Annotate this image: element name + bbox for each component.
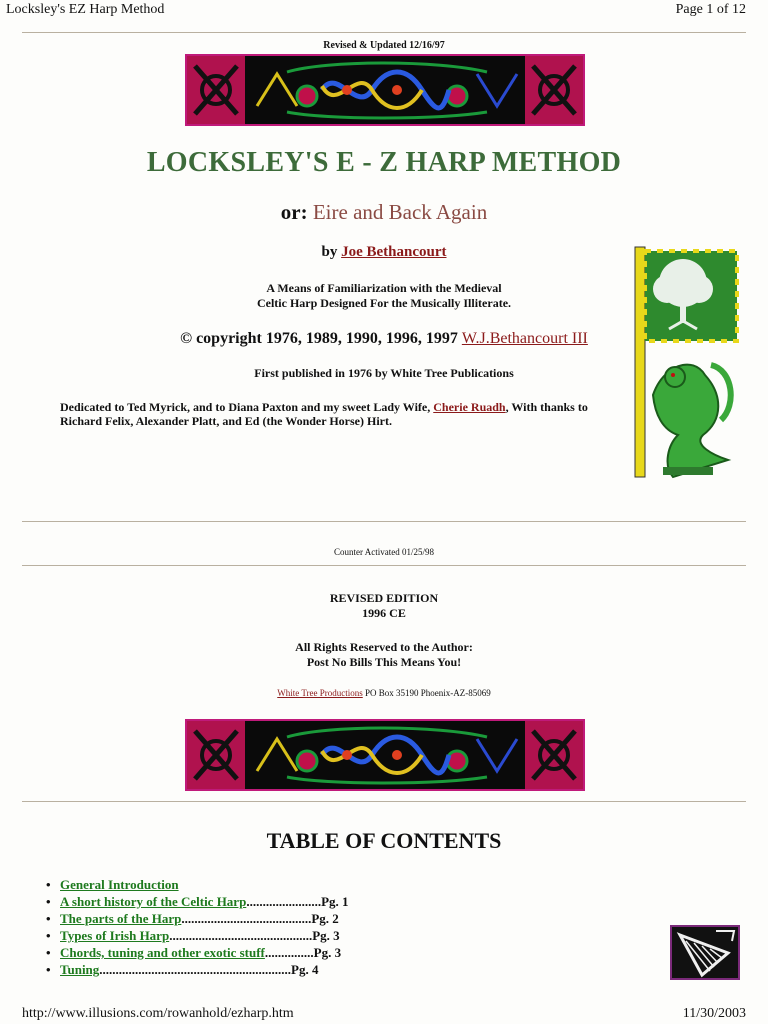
toc-page: ........................................Pg. 2 <box>181 911 339 926</box>
edition-line: 1996 CE <box>362 606 406 620</box>
toc-item <box>44 876 349 893</box>
toc-page: .......................Pg. 1 <box>246 894 349 909</box>
subtitle <box>0 200 768 225</box>
dedication-text: Dedicated to Ted Myrick, and to Diana Paxton and my sweet Lady Wife, <box>60 400 431 414</box>
byline-prefix: by <box>321 244 338 260</box>
toc-page: ...........................................................Pg. 4 <box>99 962 319 977</box>
counter-text: Counter Activated 01/25/98 <box>334 547 434 557</box>
harp-icon <box>670 925 740 980</box>
copyright-author-link[interactable]: W.J.Bethancourt III <box>461 330 588 347</box>
divider <box>22 32 746 33</box>
toc-list <box>44 876 349 978</box>
toc-item <box>44 893 349 910</box>
toc-link-history[interactable]: A short history of the Celtic Harp <box>60 894 247 909</box>
dedication <box>60 400 640 428</box>
print-header <box>0 0 768 22</box>
edition-line: REVISED EDITION <box>329 591 439 605</box>
author-link[interactable]: Joe Bethancourt <box>341 244 447 260</box>
page-title-block <box>0 147 768 179</box>
toc-item <box>44 961 349 978</box>
address-text: PO Box 35190 Phoenix-AZ-85069 <box>365 688 491 698</box>
edition <box>0 591 768 621</box>
first-published: First published in 1976 by White Tree Publications <box>254 366 514 380</box>
toc-item <box>44 944 349 961</box>
white-tree-link[interactable]: White Tree Productions <box>277 688 363 698</box>
toc-page: ............................................Pg. 3 <box>169 928 340 943</box>
banner-flag-tree-lion <box>633 245 739 487</box>
toc-item <box>44 927 349 944</box>
divider <box>22 521 746 522</box>
footer-url: http://www.illusions.com/rowanhold/ezharp.htm <box>22 1006 294 1021</box>
description-line: A Means of Familiarization with the Medieval <box>266 281 502 295</box>
divider <box>22 565 746 566</box>
toc-page: ...............Pg. 3 <box>264 945 342 960</box>
description-line: Celtic Harp Designed For the Musically Illiterate. <box>256 296 512 310</box>
rights-line: All Rights Reserved to the Author: <box>295 640 473 654</box>
toc-item <box>44 910 349 927</box>
cherie-ruadh-link[interactable]: Cherie Ruadh <box>433 400 506 414</box>
toc-link-types[interactable]: Types of Irish Harp <box>60 928 170 943</box>
rights-line: Post No Bills This Means You! <box>306 655 462 669</box>
footer-date: 11/30/2003 <box>682 1006 746 1021</box>
page-title: LOCKSLEY'S E - Z HARP METHOD <box>146 147 622 178</box>
dedication-text: , With thanks to <box>505 400 588 414</box>
rights <box>0 640 768 670</box>
toc-link-general-introduction[interactable]: General Introduction <box>60 877 179 892</box>
address <box>0 688 768 698</box>
celtic-knot-banner <box>185 54 585 126</box>
dedication-text: Richard Felix, Alexander Platt, and Ed (the Wonder Horse) Hirt. <box>60 414 392 428</box>
toc-title: TABLE OF CONTENTS <box>266 828 502 853</box>
toc-link-tuning[interactable]: Tuning <box>60 962 100 977</box>
copyright-text: © copyright 1976, 1989, 1990, 1996, 1997 <box>180 330 458 347</box>
celtic-knot-banner <box>185 719 585 791</box>
subtitle-text: Eire and Back Again <box>312 200 488 224</box>
revised-date: Revised & Updated 12/16/97 <box>323 40 445 51</box>
toc-link-chords[interactable]: Chords, tuning and other exotic stuff <box>60 945 265 960</box>
divider <box>22 801 746 802</box>
page-number: Page 1 of 12 <box>675 2 746 17</box>
subtitle-prefix: or: <box>280 200 308 224</box>
toc-link-parts[interactable]: The parts of the Harp <box>60 911 182 926</box>
document-title: Locksley's EZ Harp Method <box>6 2 165 17</box>
